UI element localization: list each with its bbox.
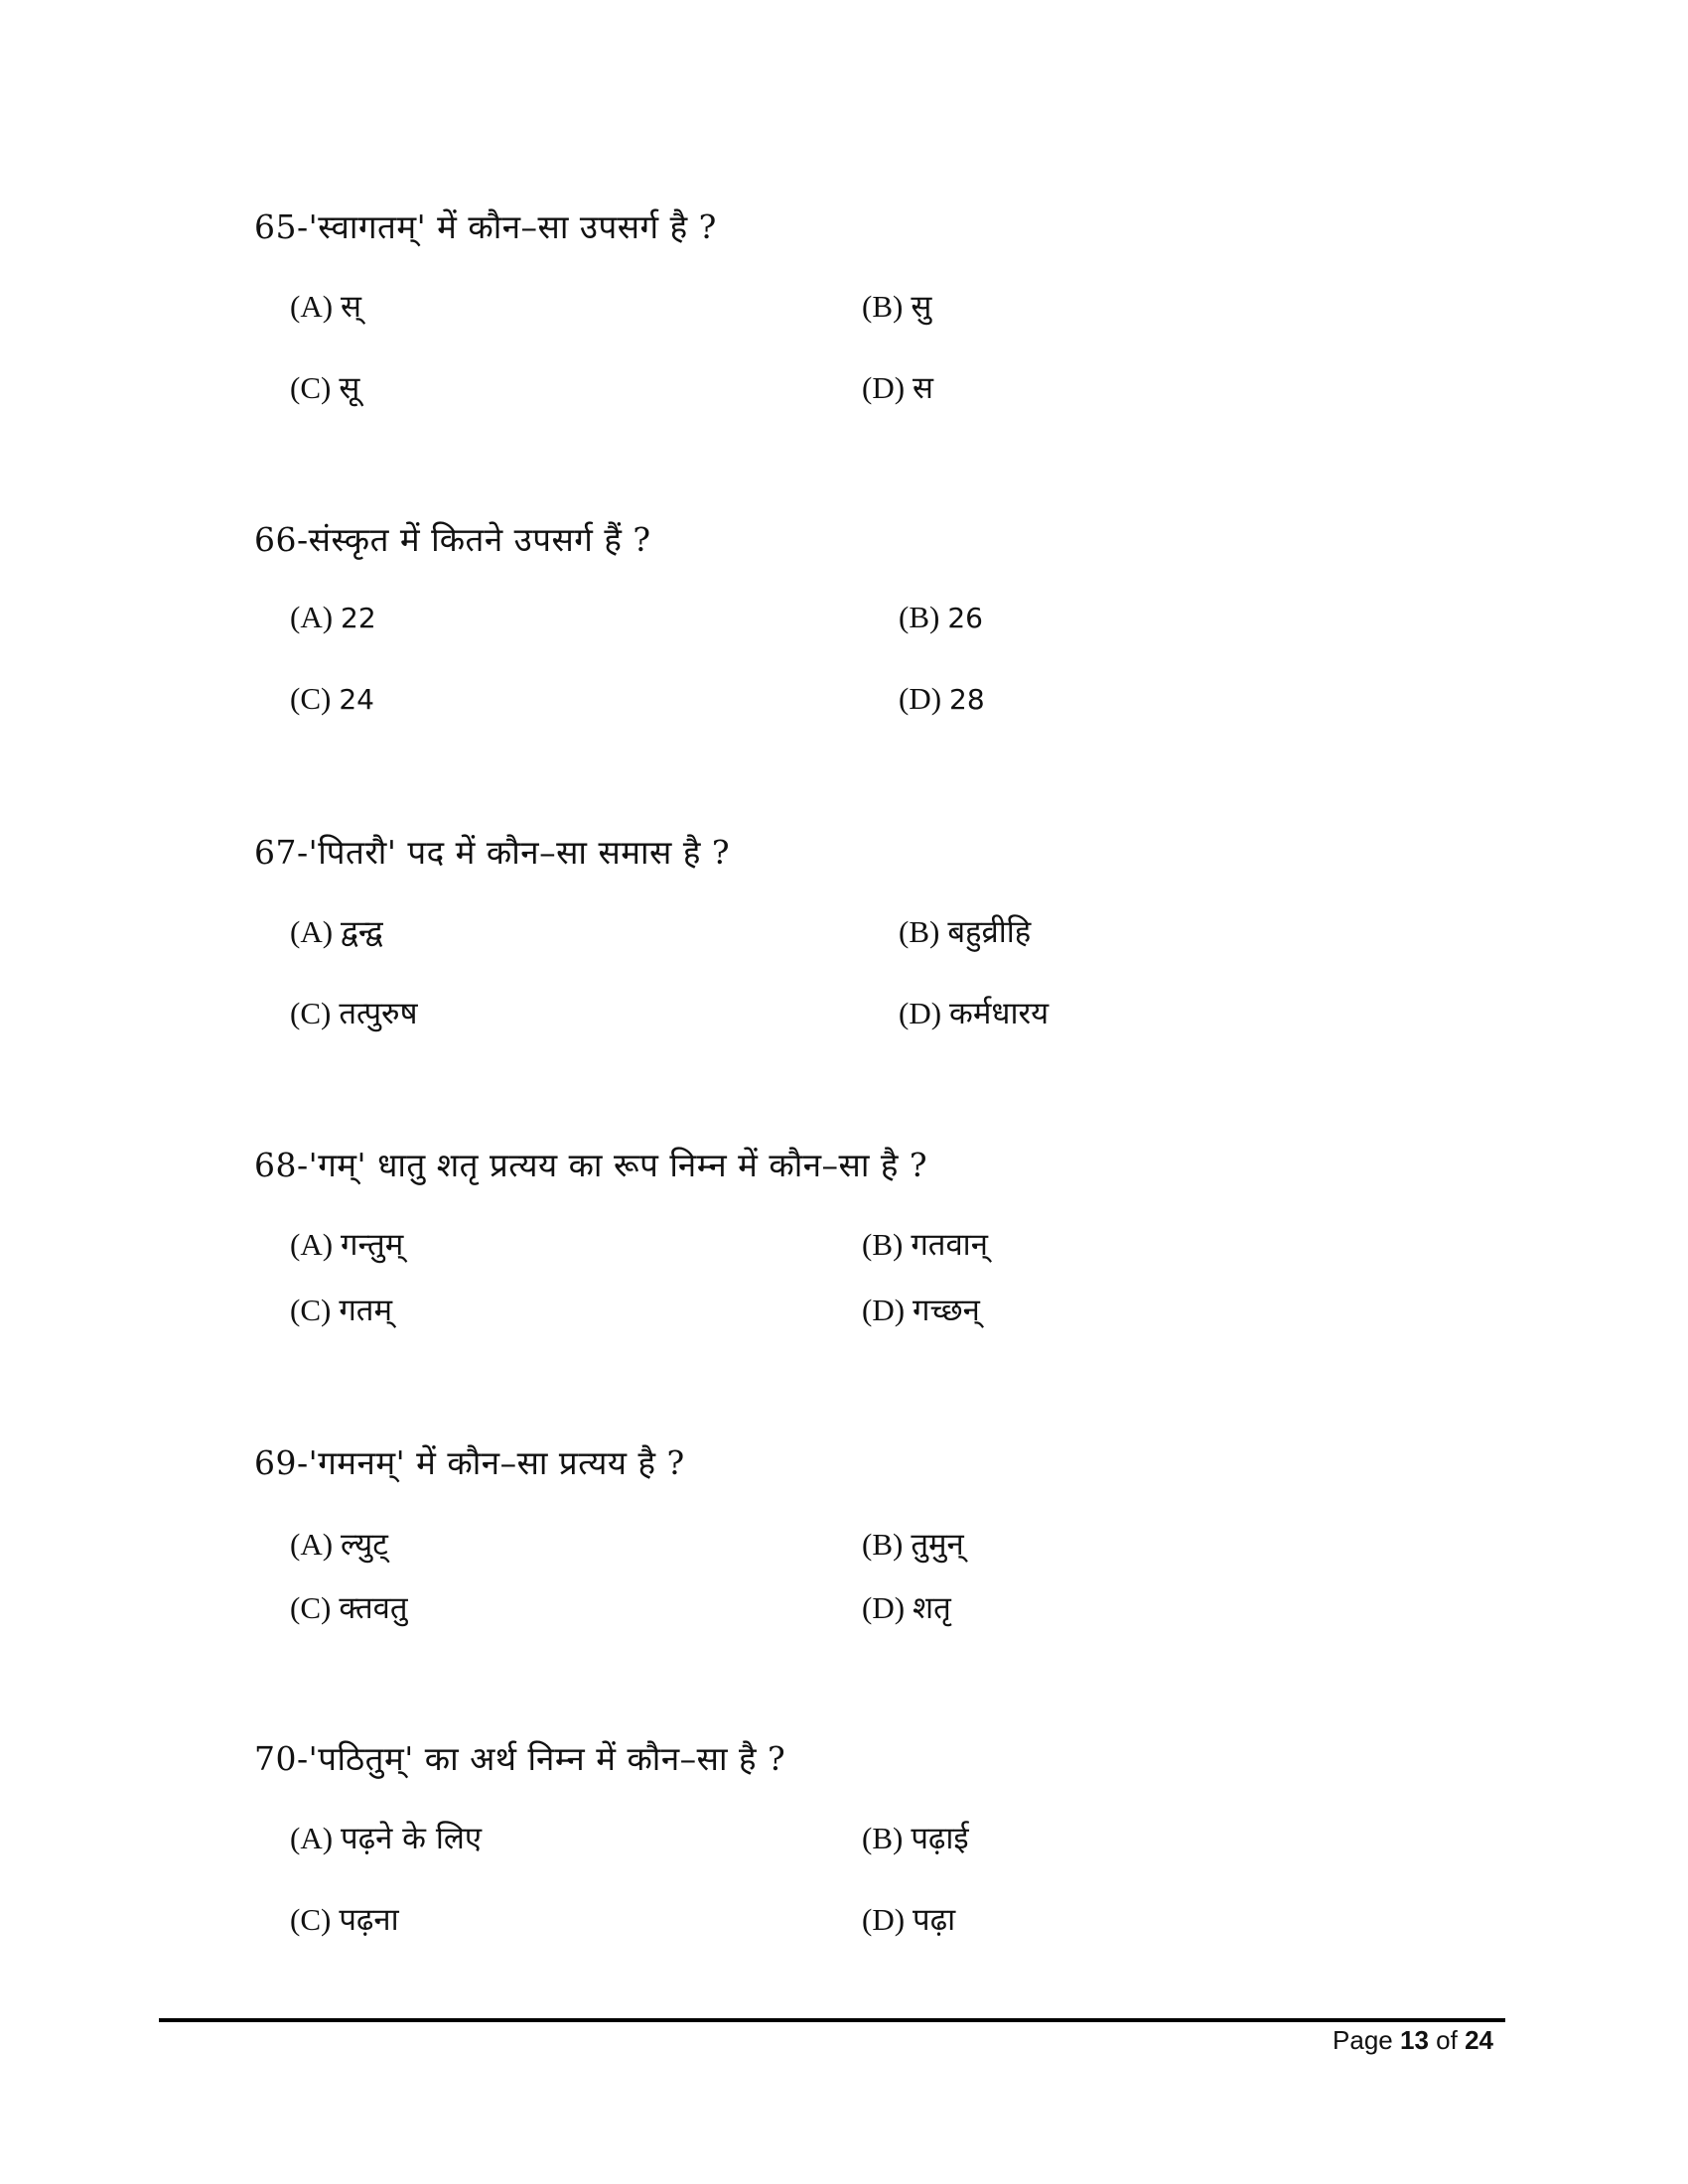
option-c (290, 1898, 399, 1940)
option-letter: (D) (862, 1293, 906, 1327)
option-value: पढ़ना (339, 1902, 399, 1938)
option-value: सू (339, 370, 360, 406)
option-b (862, 285, 931, 327)
option-c (290, 1586, 408, 1628)
option-value: सु (911, 289, 932, 325)
option-letter: (A) (290, 600, 334, 634)
option-value: गतम् (339, 1293, 392, 1328)
option-c (290, 681, 374, 717)
option-a (290, 1523, 388, 1565)
option-letter: (B) (862, 289, 904, 324)
option-letter: (B) (862, 1227, 904, 1262)
option-letter: (A) (290, 1227, 334, 1262)
option-value: क्तवतु (339, 1590, 408, 1626)
option-letter: (C) (290, 370, 332, 405)
page-current: 13 (1400, 2025, 1429, 2055)
option-letter: (C) (290, 996, 332, 1030)
option-a (290, 1817, 482, 1858)
option-value: गन्तुम् (341, 1227, 404, 1263)
question-text: 70-'पठितुम्' का अर्थ निम्न में कौन–सा है ? (254, 1739, 786, 1778)
option-value: 28 (949, 683, 985, 716)
option-c (290, 1289, 392, 1330)
option-value: 24 (339, 683, 374, 716)
option-letter: (A) (290, 914, 334, 949)
option-letter: (A) (290, 289, 334, 324)
option-value: गतवान् (911, 1227, 988, 1263)
option-d (899, 681, 985, 717)
option-value: बहुव्रीहि (947, 914, 1032, 950)
option-value: स् (341, 289, 362, 325)
page-separator: of (1436, 2025, 1458, 2055)
page-total: 24 (1465, 2025, 1493, 2055)
option-b (862, 1223, 988, 1265)
question-text: 69-'गमनम्' में कौन–सा प्रत्यय है ? (254, 1443, 685, 1482)
option-d (862, 366, 933, 408)
option-letter: (B) (862, 1821, 904, 1855)
option-letter: (D) (899, 996, 942, 1030)
option-value: स (913, 370, 934, 406)
option-b (899, 600, 983, 635)
option-c (290, 366, 359, 408)
option-letter: (B) (899, 600, 940, 634)
option-a (290, 285, 361, 327)
option-a (290, 600, 376, 635)
option-a (290, 1223, 403, 1265)
option-d (862, 1898, 955, 1940)
option-value: तत्पुरुष (339, 996, 418, 1031)
option-value: 22 (341, 602, 376, 634)
question-text: 68-'गम्' धातु शतृ प्रत्यय का रूप निम्न में कौन–सा है ? (254, 1146, 928, 1184)
option-value: 26 (947, 602, 983, 634)
option-value: द्वन्द्व (341, 914, 383, 950)
option-letter: (B) (862, 1527, 904, 1562)
option-value: कर्मधारय (949, 996, 1050, 1031)
page-prefix: Page (1333, 2025, 1393, 2055)
option-c (290, 992, 418, 1033)
option-letter: (A) (290, 1527, 334, 1562)
option-letter: (A) (290, 1821, 334, 1855)
option-letter: (D) (862, 1902, 906, 1937)
option-d (862, 1586, 951, 1628)
option-b (862, 1817, 969, 1858)
option-letter: (C) (290, 1293, 332, 1327)
option-value: तुमुन् (911, 1527, 964, 1563)
question-text: 67-'पितरौ' पद में कौन–सा समास है ? (254, 833, 731, 872)
option-b (862, 1523, 964, 1565)
option-letter: (D) (862, 1590, 906, 1625)
option-a (290, 910, 383, 952)
option-letter: (B) (899, 914, 940, 949)
option-value: ल्युट् (341, 1527, 388, 1563)
option-d (862, 1289, 980, 1330)
option-letter: (C) (290, 1590, 332, 1625)
option-value: पढ़ा (913, 1902, 956, 1938)
question-text: 65-'स्वागतम्' में कौन–सा उपसर्ग है ? (254, 207, 717, 246)
option-value: पढ़ाई (911, 1821, 969, 1856)
footer-divider (159, 2018, 1505, 2022)
option-letter: (D) (862, 370, 906, 405)
option-value: पढ़ने के लिए (341, 1821, 483, 1856)
question-text: 66-संस्कृत में कितने उपसर्ग हैं ? (254, 520, 651, 559)
option-d (899, 992, 1049, 1033)
option-value: गच्छन् (913, 1293, 980, 1328)
option-letter: (D) (899, 681, 942, 716)
page-number (1333, 2025, 1493, 2056)
option-value: शतृ (913, 1590, 951, 1626)
option-letter: (C) (290, 1902, 332, 1937)
option-b (899, 910, 1031, 952)
option-letter: (C) (290, 681, 332, 716)
